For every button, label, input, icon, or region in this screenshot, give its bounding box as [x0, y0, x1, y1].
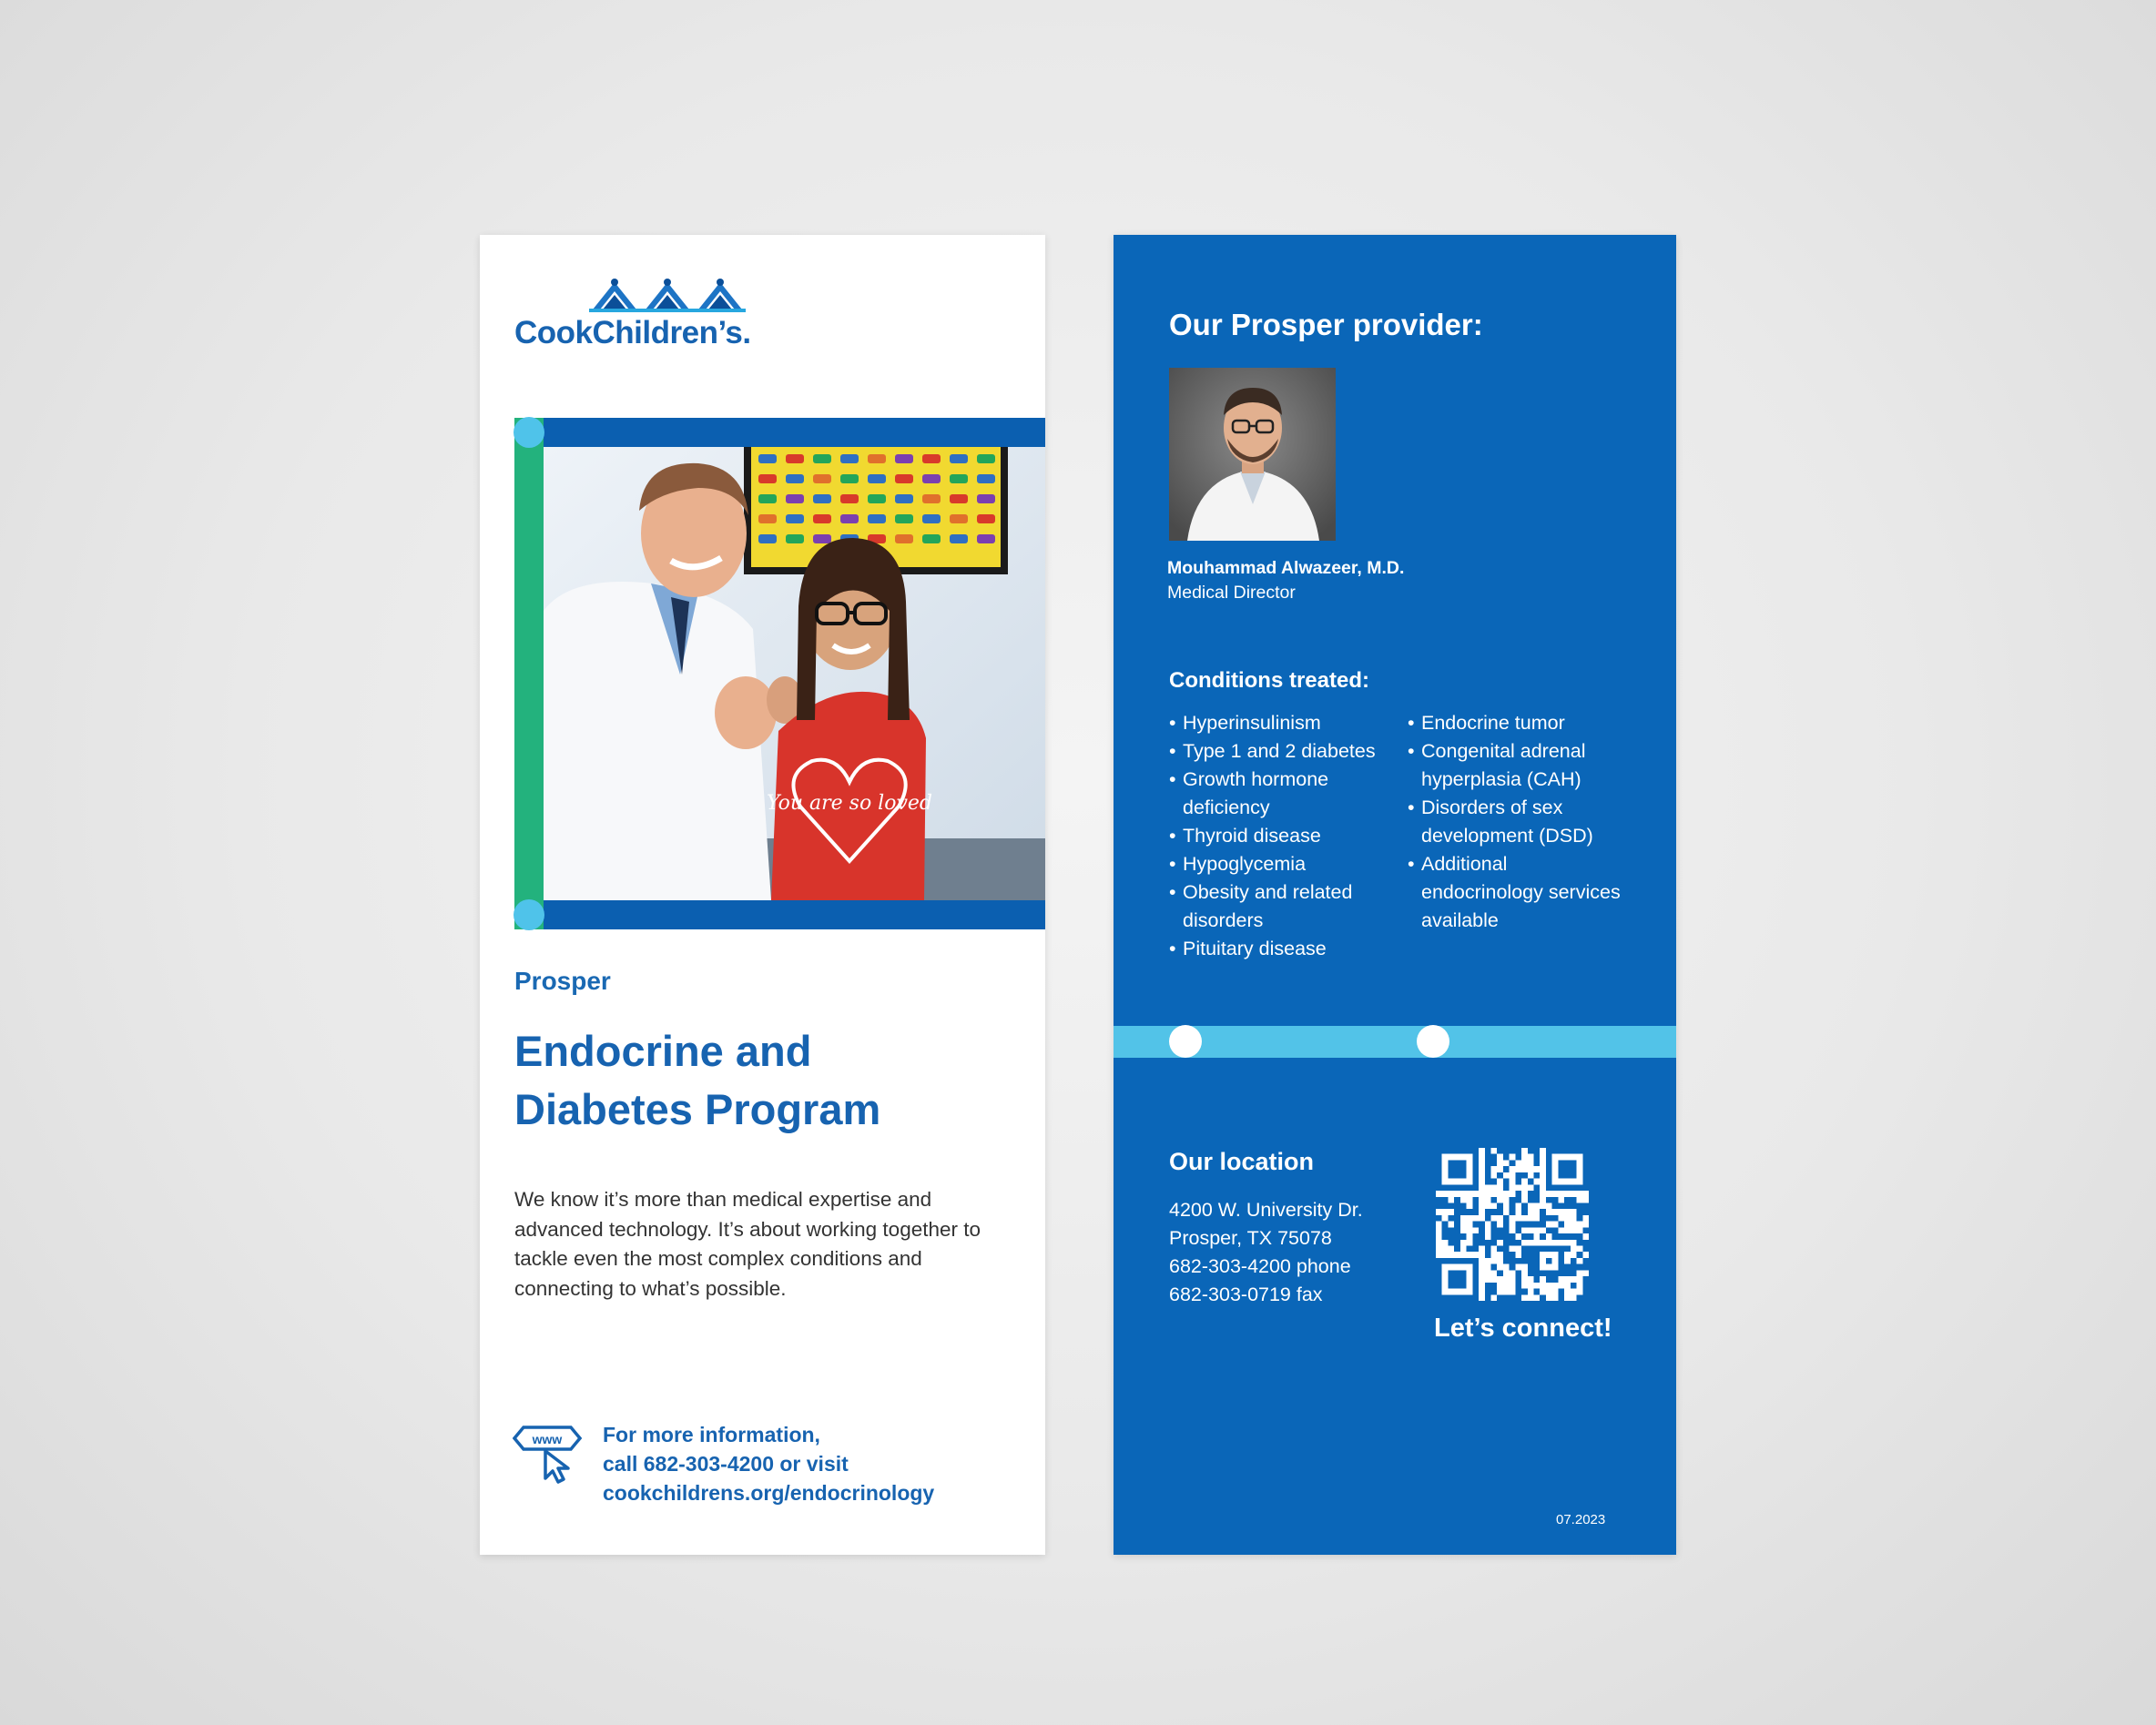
contact-line-1: For more information, — [603, 1423, 820, 1446]
frame-bottom-bar — [514, 900, 1045, 929]
conditions-heading: Conditions treated: — [1169, 668, 1369, 693]
shirt-text: You are so loved — [766, 792, 933, 815]
doctor-role: Medical Director — [1167, 583, 1296, 603]
address-city: Prosper, TX 75078 — [1169, 1227, 1332, 1249]
provider-heading: Our Prosper provider: — [1169, 308, 1483, 341]
list-item: • Endocrine tumor — [1408, 709, 1626, 737]
conditions-list-col1 — [1169, 709, 1401, 963]
address-phone: 682-303-4200 phone — [1169, 1255, 1351, 1277]
frame-left-bar — [514, 418, 544, 929]
svg-text:www: www — [532, 1432, 563, 1446]
intro-paragraph: We know it’s more than medical expertise and advanced technology. It’s about working together to tackle even the most complex conditions and connecting to what’s possible. — [514, 1188, 981, 1300]
address-block — [1169, 1196, 1363, 1309]
conditions-list-col2 — [1408, 709, 1626, 935]
logo-wordmark: CookChildren’s. — [514, 315, 751, 350]
list-item: • Thyroid disease — [1169, 822, 1401, 850]
list-item: • Obesity and related disorders — [1169, 878, 1401, 935]
brochure-back-panel — [1114, 235, 1676, 1555]
program-title-line-1: Endocrine and — [514, 1027, 812, 1075]
list-item: • Hyperinsulinism — [1169, 709, 1401, 737]
list-item: • Hypoglycemia — [1169, 850, 1401, 878]
program-title — [514, 1022, 1006, 1139]
location-label: Prosper — [514, 967, 611, 995]
list-item: • Type 1 and 2 diabetes — [1169, 737, 1401, 766]
qr-code-icon[interactable] — [1436, 1148, 1589, 1301]
lets-connect-label: Let’s connect! — [1434, 1314, 1612, 1343]
www-click-icon — [513, 1424, 582, 1484]
contact-line-2: call 682-303-4200 or visit — [603, 1452, 849, 1476]
divider-dot — [1417, 1025, 1449, 1058]
frame-bottom-dot — [514, 899, 544, 930]
logo-peaks-icon — [589, 279, 746, 313]
list-item: • Disorders of sex development (DSD) — [1408, 794, 1626, 850]
photo-frame — [514, 418, 1045, 929]
program-title-line-2: Diabetes Program — [514, 1085, 881, 1133]
frame-top-bar — [514, 418, 1045, 447]
list-item: • Growth hormone deficiency — [1169, 766, 1401, 822]
doctor-headshot — [1169, 368, 1336, 541]
list-item: • Congenital adrenal hyperplasia (CAH) — [1408, 737, 1626, 794]
list-item: • Additional endocrinology services available — [1408, 850, 1626, 935]
address-fax: 682-303-0719 fax — [1169, 1284, 1323, 1305]
location-heading: Our location — [1169, 1148, 1315, 1175]
divider-band — [1114, 1026, 1676, 1058]
address-street: 4200 W. University Dr. — [1169, 1199, 1363, 1221]
contact-website-link[interactable]: cookchildrens.org/endocrinology — [603, 1481, 935, 1505]
doctor-name: Mouhammad Alwazeer, M.D. — [1167, 558, 1405, 578]
divider-dot — [1169, 1025, 1202, 1058]
brochure-front-panel — [480, 235, 1045, 1555]
frame-top-dot — [514, 417, 544, 448]
doctor-patient-photo — [544, 447, 1045, 900]
list-item: • Pituitary disease — [1169, 935, 1401, 963]
contact-info — [603, 1420, 1022, 1507]
date-code: 07.2023 — [1556, 1512, 1606, 1527]
